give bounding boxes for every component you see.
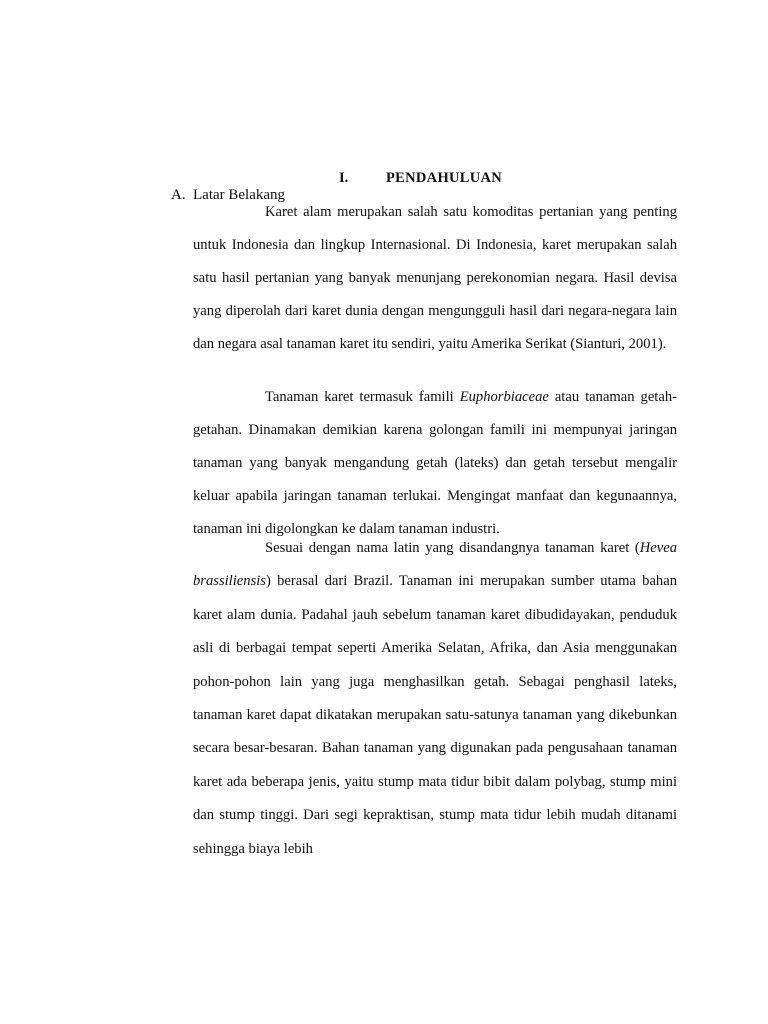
- chapter-number: I.: [339, 170, 349, 186]
- section-title: Latar Belakang: [193, 187, 286, 203]
- paragraph-1: Karet alam merupakan salah satu komoditas pertanian yang penting untuk Indonesia dan lingkup Internasional. Di Indonesia, karet merupakan salah satu hasil pertanian yang banyak menunjang perekonomian negara. Hasil devisa yang diperolah dari karet dunia dengan mengungguli hasil dari negara-negara lain dan negara asal tanaman karet itu sendiri, yaitu Amerika Serikat (Sianturi, 2001).: [193, 204, 677, 352]
- paragraph-3-text-b: ) berasal dari Brazil. Tanaman ini merupakan sumber utama bahan karet alam dunia. Padahal jauh sebelum tanaman karet dibudidayakan, penduduk asli di berbagai tempat seperti Amerika Selatan, Afrika, dan Asia menggunakan pohon-pohon lain yang juga menghasilkan getah. Sebagai penghasil lateks, tanaman karet dapat dikatakan merupakan satu-satunya tanaman yang dikebunkan secara besar-besaran. Bahan tanaman yang digunakan pada pengusahaan tanaman karet ada beberapa jenis, yaitu stump mata tidur bibit dalam polybag, stump mini dan stump tinggi. Dari segi kepraktisan, stump mata tidur lebih mudah ditanami sehingga biaya lebih: [193, 573, 677, 857]
- paragraph-2-italic-term: Euphorbiaceae: [459, 389, 549, 405]
- chapter-title: PENDAHULUAN: [386, 170, 503, 186]
- section-letter: A.: [171, 187, 186, 203]
- paragraph-2-text-a: Tanaman karet termasuk famili: [265, 389, 460, 405]
- paragraph-3-italic-term: Hevea brassiliensis: [193, 540, 677, 590]
- paragraph-2-text-b: atau tanaman getah-getahan. Dinamakan demikian karena golongan famili ini mempunyai jaringan tanaman yang banyak mengandung getah (lateks) dan getah tersebut mengalir keluar apabila jaringan tanaman terlukai. Mengingat manfaat dan kegunaannya, tanaman ini digolongkan ke dalam tanaman industri.: [193, 389, 677, 537]
- paragraph-3: [193, 532, 677, 866]
- paragraph-3-text-a: Sesuai dengan nama latin yang disandangnya tanaman karet (: [265, 540, 640, 556]
- paragraph-2: [193, 381, 677, 546]
